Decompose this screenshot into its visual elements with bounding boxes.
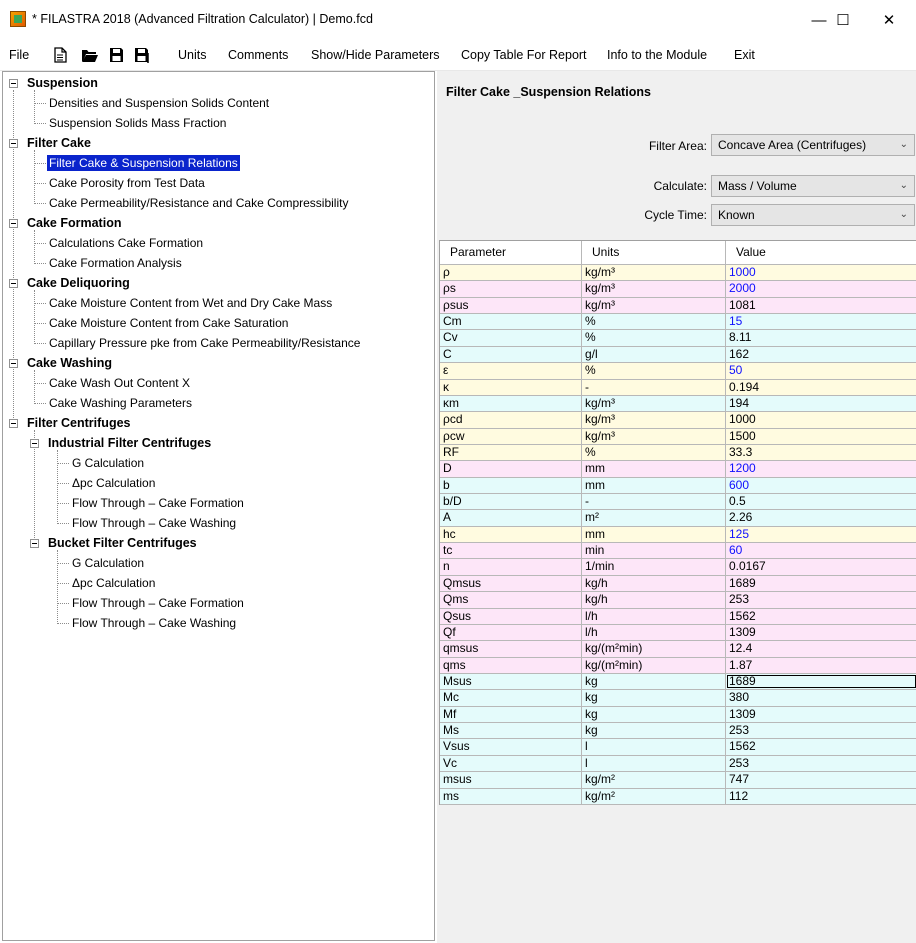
value-cell[interactable]: 253 xyxy=(726,723,916,738)
units-cell: kg/(m²min) xyxy=(582,641,726,656)
menu-bar xyxy=(0,40,916,71)
units-cell: kg xyxy=(582,690,726,705)
tree-item-cake-deliquoring[interactable]: Cake Deliquoring xyxy=(27,276,130,290)
tree-connector xyxy=(34,183,46,184)
table-row[interactable] xyxy=(440,510,916,526)
table-row[interactable] xyxy=(440,494,916,510)
value-cell[interactable]: 1689 xyxy=(726,674,916,689)
menu-show-hide-parameters[interactable]: Show/Hide Parameters xyxy=(311,48,440,62)
units-cell: mm xyxy=(582,478,726,493)
tree-connector xyxy=(57,583,69,584)
value-cell[interactable]: 1562 xyxy=(726,609,916,624)
units-cell: % xyxy=(582,314,726,329)
tree-item-capillary[interactable]: Capillary Pressure pke from Cake Permeability/Resistance xyxy=(49,336,361,350)
parameter-cell: ρsus xyxy=(440,298,582,313)
table-row[interactable] xyxy=(440,772,916,788)
tree-connector xyxy=(57,623,69,624)
tree-connector xyxy=(34,403,46,404)
page-title: Filter Cake _Suspension Relations xyxy=(446,85,651,99)
table-row[interactable] xyxy=(440,429,916,445)
value-cell[interactable]: 1.87 xyxy=(726,658,916,673)
parameter-cell: qms xyxy=(440,658,582,673)
tree-connector xyxy=(34,303,46,304)
units-cell: kg/m³ xyxy=(582,281,726,296)
table-row[interactable] xyxy=(440,674,916,690)
value-cell[interactable]: 380 xyxy=(726,690,916,705)
parameter-cell: tc xyxy=(440,543,582,558)
units-cell: kg/m² xyxy=(582,789,726,804)
chevron-down-icon: ⌄ xyxy=(899,209,908,220)
filter-area-value: Concave Area (Centrifuges) xyxy=(718,138,867,152)
tree-connector xyxy=(34,290,35,344)
tree-item-ind-g[interactable]: G Calculation xyxy=(72,456,145,470)
parameter-cell: Ms xyxy=(440,723,582,738)
close-button[interactable]: ✕ xyxy=(882,12,896,29)
parameter-cell: b/D xyxy=(440,494,582,509)
parameter-cell: qmsus xyxy=(440,641,582,656)
table-row[interactable] xyxy=(440,380,916,396)
tree-connector xyxy=(57,563,69,564)
tree-connector xyxy=(34,163,46,164)
menu-copy-table[interactable]: Copy Table For Report xyxy=(461,48,587,62)
units-cell: kg/m³ xyxy=(582,396,726,411)
menu-exit[interactable]: Exit xyxy=(734,48,755,62)
tree-item-moisture-wet-dry[interactable]: Cake Moisture Content from Wet and Dry Cake Mass xyxy=(49,296,333,310)
parameter-cell: C xyxy=(440,347,582,362)
units-cell: min xyxy=(582,543,726,558)
tree-connector xyxy=(57,550,58,624)
calculate-value: Mass / Volume xyxy=(718,179,797,193)
value-cell[interactable]: 2000 xyxy=(726,281,916,296)
tree-connector xyxy=(57,463,69,464)
collapse-icon[interactable] xyxy=(9,139,18,148)
parameter-cell: ρ xyxy=(440,265,582,280)
module-tree[interactable] xyxy=(2,71,435,941)
parameter-cell: κ xyxy=(440,380,582,395)
parameter-cell: ms xyxy=(440,789,582,804)
value-cell[interactable]: 50 xyxy=(726,363,916,378)
header-parameter[interactable]: Parameter xyxy=(440,241,582,264)
tree-item-mass-fraction[interactable]: Suspension Solids Mass Fraction xyxy=(49,116,227,130)
tree-item-permeability[interactable]: Cake Permeability/Resistance and Cake Compressibility xyxy=(49,196,349,210)
menu-info-module[interactable]: Info to the Module xyxy=(607,48,708,62)
units-cell: kg/(m²min) xyxy=(582,658,726,673)
title-bar xyxy=(0,0,916,40)
parameter-cell: Mf xyxy=(440,707,582,722)
table-row[interactable] xyxy=(440,576,916,592)
parameter-cell: n xyxy=(440,559,582,574)
tree-item-filter-centrifuges[interactable]: Filter Centrifuges xyxy=(27,416,131,430)
collapse-icon[interactable] xyxy=(30,539,39,548)
table-row[interactable] xyxy=(440,543,916,559)
value-cell[interactable]: 125 xyxy=(726,527,916,542)
calculate-label: Calculate: xyxy=(653,179,707,193)
parameter-cell: RF xyxy=(440,445,582,460)
table-row[interactable] xyxy=(440,478,916,494)
calculate-select[interactable] xyxy=(711,175,915,197)
units-cell: - xyxy=(582,494,726,509)
table-row[interactable] xyxy=(440,298,916,314)
units-cell: l/h xyxy=(582,625,726,640)
table-row[interactable] xyxy=(440,330,916,346)
table-row[interactable] xyxy=(440,756,916,772)
value-cell[interactable]: 1689 xyxy=(726,576,916,591)
value-cell[interactable]: 60 xyxy=(726,543,916,558)
chevron-down-icon: ⌄ xyxy=(899,180,908,191)
save-as-icon[interactable] xyxy=(134,47,151,63)
collapse-icon[interactable] xyxy=(9,279,18,288)
units-cell: l/h xyxy=(582,609,726,624)
tree-item-bucket[interactable]: Bucket Filter Centrifuges xyxy=(48,536,197,550)
tree-item-densities[interactable]: Densities and Suspension Solids Content xyxy=(49,96,270,110)
table-row[interactable] xyxy=(440,641,916,657)
table-row[interactable] xyxy=(440,445,916,461)
tree-item-bk-ft-washing[interactable]: Flow Through – Cake Washing xyxy=(72,616,237,630)
value-cell[interactable]: 1309 xyxy=(726,707,916,722)
cycle-time-label: Cycle Time: xyxy=(644,208,707,222)
tree-item-fc-relations[interactable]: Filter Cake & Suspension Relations xyxy=(49,156,238,170)
tree-connector xyxy=(34,343,46,344)
tree-connector xyxy=(34,230,35,264)
units-cell: kg/m³ xyxy=(582,429,726,444)
value-cell[interactable]: 8.11 xyxy=(726,330,916,345)
value-cell[interactable]: 194 xyxy=(726,396,916,411)
table-row[interactable] xyxy=(440,527,916,543)
tree-connector xyxy=(34,323,46,324)
tree-item-moisture-saturation[interactable]: Cake Moisture Content from Cake Saturation xyxy=(49,316,289,330)
table-row[interactable] xyxy=(440,690,916,706)
parameter-cell: msus xyxy=(440,772,582,787)
units-cell: kg xyxy=(582,723,726,738)
units-cell: kg/m² xyxy=(582,772,726,787)
units-cell: l xyxy=(582,739,726,754)
tree-item-ind-ft-washing[interactable]: Flow Through – Cake Washing xyxy=(72,516,237,530)
tree-item-wash-out[interactable]: Cake Wash Out Content X xyxy=(49,376,190,390)
value-cell[interactable]: 1562 xyxy=(726,739,916,754)
table-row[interactable] xyxy=(440,265,916,281)
parameter-cell: Cv xyxy=(440,330,582,345)
units-cell: kg/h xyxy=(582,576,726,591)
units-cell: % xyxy=(582,330,726,345)
collapse-icon[interactable] xyxy=(9,419,18,428)
collapse-icon[interactable] xyxy=(9,359,18,368)
window-title: * FILASTRA 2018 (Advanced Filtration Calculator) | Demo.fcd xyxy=(32,12,373,26)
menu-units[interactable]: Units xyxy=(178,48,207,62)
header-value[interactable]: Value xyxy=(726,241,916,264)
parameter-cell: A xyxy=(440,510,582,525)
tree-item-suspension[interactable]: Suspension xyxy=(27,76,98,90)
tree-item-industrial[interactable]: Industrial Filter Centrifuges xyxy=(48,436,212,450)
units-cell: - xyxy=(582,380,726,395)
units-cell: g/l xyxy=(582,347,726,362)
parameter-cell: Vc xyxy=(440,756,582,771)
collapse-icon[interactable] xyxy=(9,79,18,88)
tree-connector xyxy=(57,603,69,604)
parameter-cell: Cm xyxy=(440,314,582,329)
parameter-cell: Qms xyxy=(440,592,582,607)
menu-comments[interactable]: Comments xyxy=(228,48,289,62)
table-row[interactable] xyxy=(440,314,916,330)
parameter-cell: ρcd xyxy=(440,412,582,427)
value-cell[interactable]: 12.4 xyxy=(726,641,916,656)
tree-item-bk-ft-formation[interactable]: Flow Through – Cake Formation xyxy=(72,596,244,610)
value-cell[interactable]: 162 xyxy=(726,347,916,362)
value-cell[interactable]: 112 xyxy=(726,789,916,804)
units-cell: kg xyxy=(582,674,726,689)
units-cell: kg/h xyxy=(582,592,726,607)
tree-item-filter-cake[interactable]: Filter Cake xyxy=(27,136,91,150)
parameter-cell: Mc xyxy=(440,690,582,705)
tree-item-cake-formation-analysis[interactable]: Cake Formation Analysis xyxy=(49,256,182,270)
tree-item-bk-dpc[interactable]: Δpc Calculation xyxy=(72,576,156,590)
value-cell[interactable]: 33.3 xyxy=(726,445,916,460)
units-cell: % xyxy=(582,363,726,378)
parameter-cell: ρs xyxy=(440,281,582,296)
parameter-cell: ρcw xyxy=(440,429,582,444)
tree-connector xyxy=(34,383,46,384)
tree-connector xyxy=(34,370,35,404)
filter-area-select[interactable] xyxy=(711,134,915,156)
value-cell[interactable]: 1000 xyxy=(726,412,916,427)
units-cell: mm xyxy=(582,461,726,476)
minimize-button[interactable]: — xyxy=(811,11,827,29)
parameter-cell: hc xyxy=(440,527,582,542)
collapse-icon[interactable] xyxy=(30,439,39,448)
value-cell[interactable]: 0.194 xyxy=(726,380,916,395)
new-file-icon[interactable] xyxy=(53,47,68,63)
tree-item-ind-ft-formation[interactable]: Flow Through – Cake Formation xyxy=(72,496,244,510)
tree-connector xyxy=(57,483,69,484)
tree-connector xyxy=(57,503,69,504)
units-cell: kg/m³ xyxy=(582,412,726,427)
tree-item-bk-g[interactable]: G Calculation xyxy=(72,556,145,570)
tree-connector xyxy=(57,450,58,524)
value-cell[interactable]: 0.5 xyxy=(726,494,916,509)
table-row[interactable] xyxy=(440,281,916,297)
table-row[interactable] xyxy=(440,461,916,477)
parameter-cell: Vsus xyxy=(440,739,582,754)
value-cell[interactable]: 1000 xyxy=(726,265,916,280)
tree-connector xyxy=(34,103,46,104)
chevron-down-icon: ⌄ xyxy=(899,139,908,150)
table-row[interactable] xyxy=(440,658,916,674)
app-icon xyxy=(10,11,26,27)
table-row[interactable] xyxy=(440,363,916,379)
value-cell[interactable]: 1500 xyxy=(726,429,916,444)
tree-item-calc-cake-formation[interactable]: Calculations Cake Formation xyxy=(49,236,204,250)
tree-connector xyxy=(34,263,46,264)
table-row[interactable] xyxy=(440,789,916,805)
collapse-icon[interactable] xyxy=(9,219,18,228)
parameter-cell: κm xyxy=(440,396,582,411)
tree-item-cake-formation[interactable]: Cake Formation xyxy=(27,216,122,230)
value-cell[interactable]: 15 xyxy=(726,314,916,329)
parameter-cell: Qf xyxy=(440,625,582,640)
tree-connector xyxy=(34,123,46,124)
value-cell[interactable]: 600 xyxy=(726,478,916,493)
parameter-cell: ε xyxy=(440,363,582,378)
filter-area-label: Filter Area: xyxy=(648,139,707,153)
units-cell: kg xyxy=(582,707,726,722)
tree-connector xyxy=(34,243,46,244)
tree-connector xyxy=(34,203,46,204)
units-cell: 1/min xyxy=(582,559,726,574)
units-cell: kg/m³ xyxy=(582,265,726,280)
value-cell[interactable]: 1081 xyxy=(726,298,916,313)
table-row[interactable] xyxy=(440,739,916,755)
table-row[interactable] xyxy=(440,723,916,739)
parameter-cell: Msus xyxy=(440,674,582,689)
value-cell[interactable]: 2.26 xyxy=(726,510,916,525)
value-cell[interactable]: 1309 xyxy=(726,625,916,640)
save-icon[interactable] xyxy=(109,47,124,63)
table-row[interactable] xyxy=(440,707,916,723)
parameter-cell: D xyxy=(440,461,582,476)
units-cell: % xyxy=(582,445,726,460)
tree-item-washing-params[interactable]: Cake Washing Parameters xyxy=(49,396,192,410)
menu-file[interactable]: File xyxy=(9,48,30,62)
table-row[interactable] xyxy=(440,592,916,608)
table-row[interactable] xyxy=(440,347,916,363)
table-row[interactable] xyxy=(440,396,916,412)
tree-item-porosity[interactable]: Cake Porosity from Test Data xyxy=(49,176,205,190)
parameter-table[interactable] xyxy=(439,240,916,805)
table-row[interactable] xyxy=(440,625,916,641)
tree-item-ind-dpc[interactable]: Δpc Calculation xyxy=(72,476,156,490)
value-cell[interactable]: 747 xyxy=(726,772,916,787)
units-cell: m² xyxy=(582,510,726,525)
value-cell[interactable]: 0.0167 xyxy=(726,559,916,574)
tree-connector xyxy=(34,150,35,204)
value-cell[interactable]: 1200 xyxy=(726,461,916,476)
table-row[interactable] xyxy=(440,609,916,625)
calculation-panel xyxy=(437,71,916,943)
table-row[interactable] xyxy=(440,559,916,575)
tree-connector xyxy=(34,90,35,124)
parameter-cell: Qmsus xyxy=(440,576,582,591)
cycle-time-select[interactable] xyxy=(711,204,915,226)
parameter-cell: b xyxy=(440,478,582,493)
header-units[interactable]: Units xyxy=(582,241,726,264)
tree-connector xyxy=(57,523,69,524)
parameter-cell: Qsus xyxy=(440,609,582,624)
tree-item-cake-washing[interactable]: Cake Washing xyxy=(27,356,112,370)
table-header xyxy=(440,241,916,265)
units-cell: l xyxy=(582,756,726,771)
value-cell[interactable]: 253 xyxy=(726,756,916,771)
units-cell: mm xyxy=(582,527,726,542)
table-row[interactable] xyxy=(440,412,916,428)
units-cell: kg/m³ xyxy=(582,298,726,313)
maximize-button[interactable]: ☐ xyxy=(836,12,850,29)
open-folder-icon[interactable] xyxy=(81,47,99,63)
cycle-time-value: Known xyxy=(718,208,755,222)
value-cell[interactable]: 253 xyxy=(726,592,916,607)
